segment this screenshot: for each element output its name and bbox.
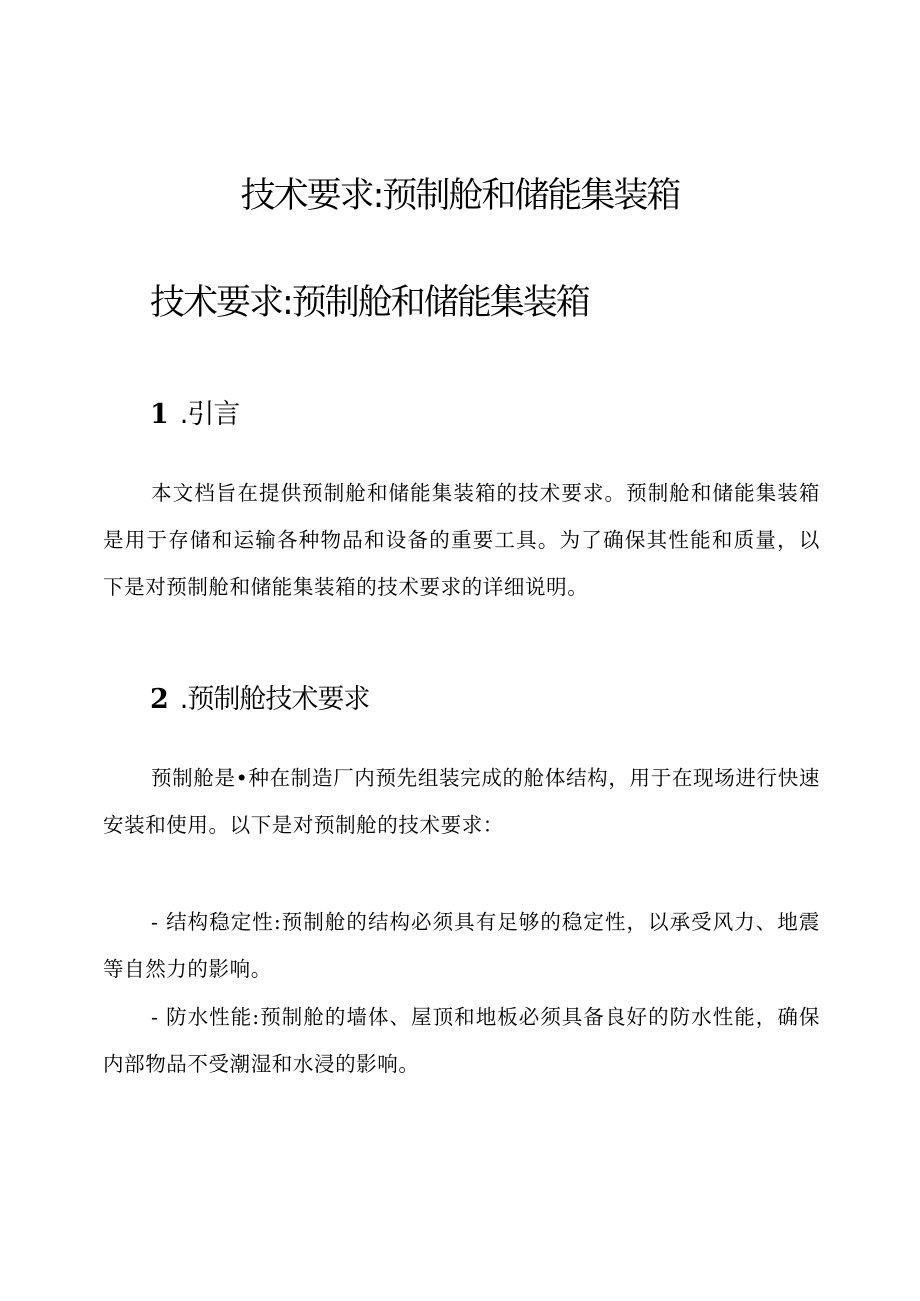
section-heading-text: .引言 <box>179 399 240 430</box>
prefab-cabin-intro-paragraph: 预制舱是•种在制造厂内预先组装完成的舱体结构，用于在现场进行快速安装和使用。以下是对预制舱的技术要求： <box>103 766 820 837</box>
section-number: 1 <box>150 399 168 430</box>
section-heading-prefab-cabin <box>150 680 369 720</box>
document-title: 技术要求:预制舱和储能集装箱 <box>240 176 680 216</box>
section-heading-introduction <box>150 395 239 435</box>
requirement-structural-stability: - 结构稳定性:预制舱的结构必须具有足够的稳定性，以承受风力、地震等自然力的影响。 <box>103 910 820 981</box>
section-heading-text: .预制舱技术要求 <box>179 684 370 715</box>
section-number: 2 <box>150 684 168 715</box>
document-subtitle: 技术要求:预制舱和储能集装箱 <box>150 283 589 323</box>
requirement-waterproof: - 防水性能:预制舱的墙体、屋顶和地板必须具备良好的防水性能，确保内部物品不受潮湿和水浸的影响。 <box>103 1005 820 1076</box>
introduction-paragraph: 本文档旨在提供预制舱和储能集装箱的技术要求。预制舱和储能集装箱是用于存储和运输各种物品和设备的重要工具。为了确保其性能和质量，以下是对预制舱和储能集装箱的技术要求的详细说明。 <box>103 481 820 599</box>
